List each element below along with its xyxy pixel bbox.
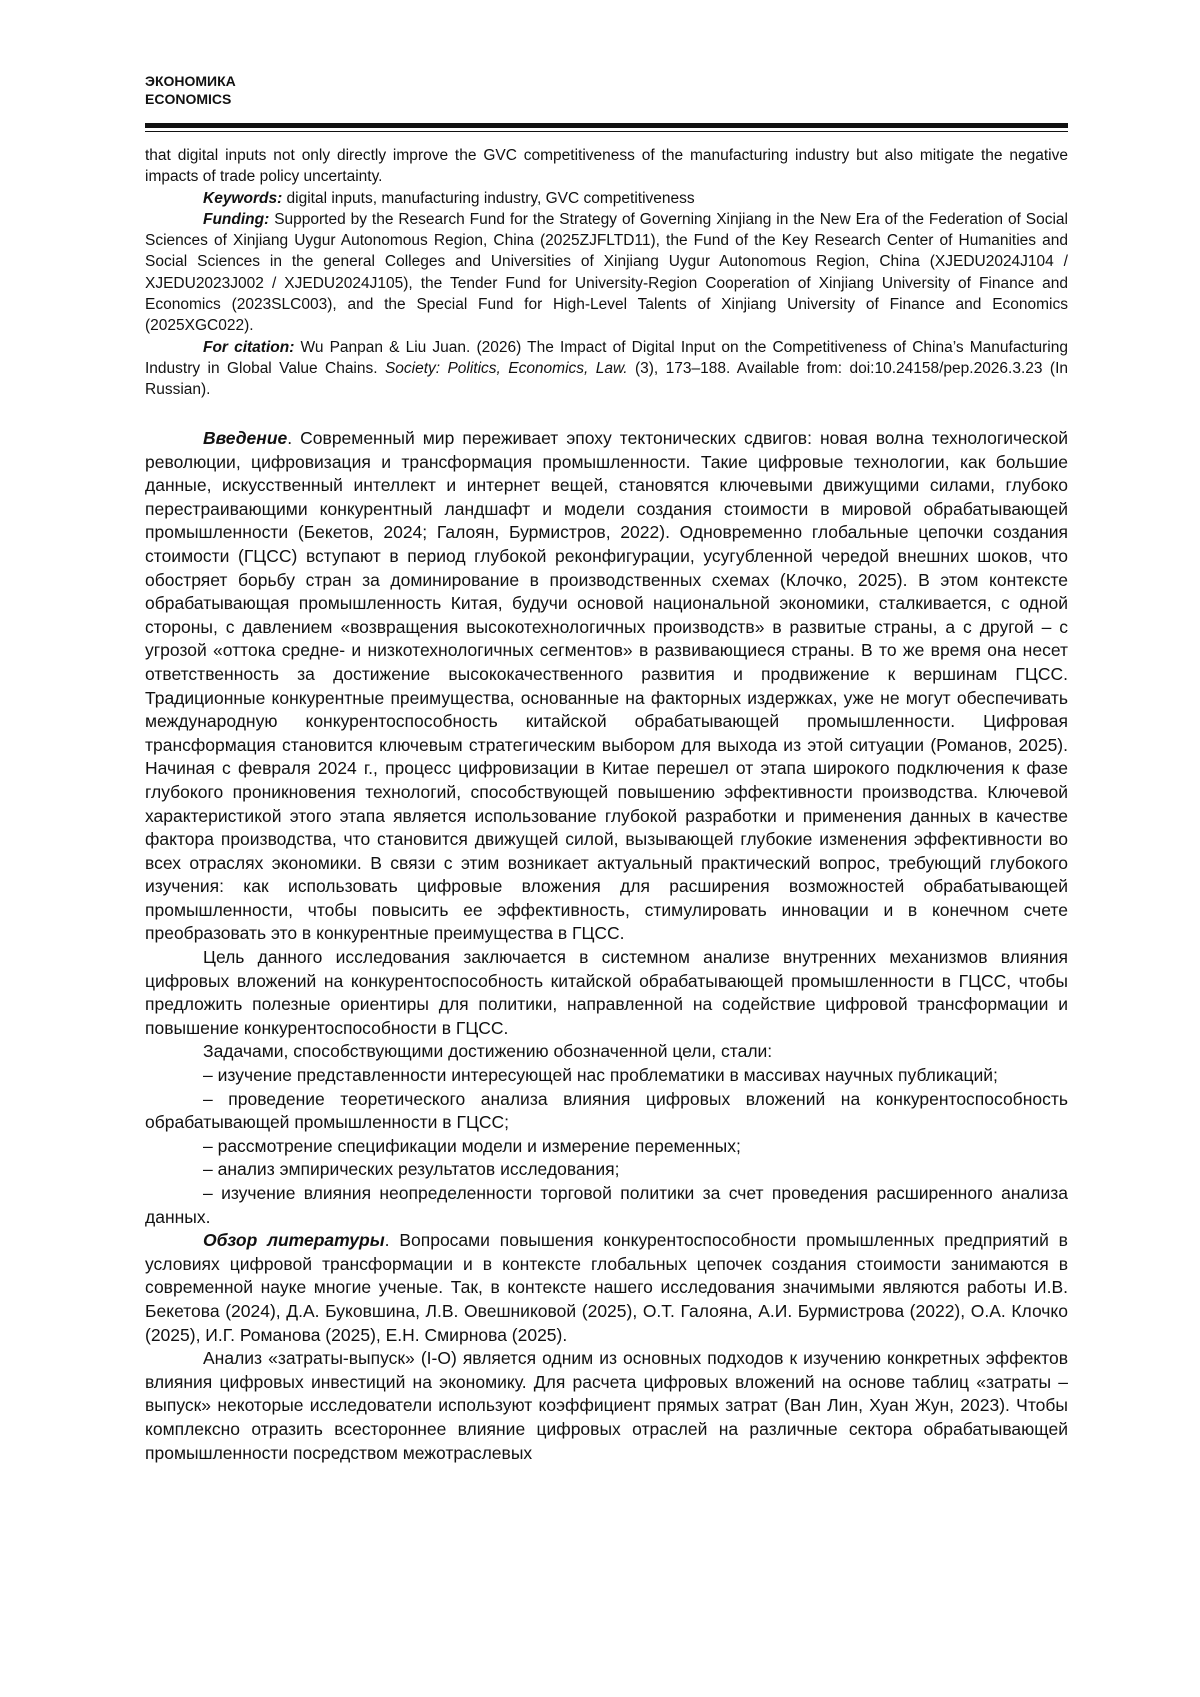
citation-text: Wu Panpan & Liu Juan. (2026) The Impact of Digital Input on the Competitiveness of China’s Manufacturing Industry in Global Value Chains. [145, 338, 1068, 377]
funding-text: Supported by the Research Fund for the Strategy of Governing Xinjiang in the New Era of the Federation of Social Sciences of Xinjiang Uygur Autonomous Region, China (2025ZJFLTD11), the Fund of the Key Research Center of Humanities and Social Sciences in the general Colleges and Universities of Xinjiang Uygur Autonomous Region, China (XJEDU2024J104 / XJEDU2023J002 / XJEDU2024J105), the Tender Fund for University-Region Cooperation of Xinjiang University of Finance and Economics (2023SLC003), and the Special Fund for High-Level Talents of Xinjiang University of Finance and Economics (2025XGC022). [145, 210, 1068, 335]
goal-paragraph: Цель данного исследования заключается в системном анализе внутренних механизмов влияния цифровых вложений на конкурентоспособность китайской обрабатывающей промышленности в ГЦСС, чтобы предложить полезные ориентиры для политики, направленной на содействие цифровой трансформации и повышение конкурентоспособности в ГЦСС. [145, 947, 1068, 1038]
header-rule-thin [145, 131, 1068, 132]
article-body [145, 427, 1068, 1465]
header-section-en: ECONOMICS [145, 91, 232, 107]
keywords-text: digital inputs, manufacturing industry, GVC competitiveness [282, 189, 695, 207]
header-rule-thick [145, 123, 1068, 128]
review-text: . Вопросами повышения конкурентоспособности промышленных предприятий в условиях цифровой трансформации и в контексте глобальных цепочек создания стоимости занимаются в современной науке многие ученые. Так, в контексте нашего исследования значимыми являются работы И.В. Бекетова (2024), Д.А. Буковшина, Л.В. Овешниковой (2025), О.Т. Галояна, А.И. Бурмистрова (2022), О.А. Клочко (2025), И.Г. Романова (2025), Е.Н. Смирнова (2025). [145, 1230, 1068, 1345]
task-item: – анализ эмпирических результатов исследования; [203, 1159, 620, 1180]
funding-label: Funding: [203, 210, 270, 228]
intro-heading: Введение [203, 428, 288, 448]
running-header [145, 72, 236, 108]
citation-label: For citation: [203, 338, 295, 356]
abstract-block [145, 145, 1068, 401]
funding-paragraph [145, 209, 1068, 337]
task-item: – изучение представленности интересующей нас проблематики в массивах научных публикаций; [203, 1065, 998, 1086]
review-paragraph [145, 1229, 1068, 1347]
abstract-tail: that digital inputs not only directly improve the GVC competitiveness of the manufacturing industry but also mitigate the negative impacts of trade policy uncertainty. [145, 147, 1068, 186]
task-item: – рассмотрение спецификации модели и измерение переменных; [203, 1135, 741, 1156]
intro-text: . Современный мир переживает эпоху тектонических сдвигов: новая волна технологической революции, цифровизация и трансформация промышленности. Такие цифровые технологии, как большие данные, искусственный интеллект и интернет вещей, становятся ключевыми движущими силами, глубоко перестраивающими конкурентный ландшафт и модели создания стоимости в мировой обрабатывающей промышленности (Бекетов, 2024; Галоян, Бурмистров, 2022). Одновременно глобальные цепочки создания стоимости (ГЦСС) вступают в период глубокой реконфигурации, усугубленной чередой внешних шоков, что обостряет борьбу стран за доминирование в производственных схемах (Клочко, 2025). В этом контексте обрабатывающая промышленность Китая, будучи основой национальной экономики, сталкивается, с одной стороны, с давлением «возвращения высокотехнологичных производств» в развитые страны, а с другой – с угрозой «оттока средне- и низкотехнологичных сегментов» в развивающиеся страны. В то же время она несет ответственность за достижение высококачественного развития и продвижение к вершинам ГЦСС. Традиционные конкурентные преимущества, основанные на факторных издержках, уже не могут обеспечивать международную конкурентоспособность китайской обрабатывающей промышленности. Цифровая трансформация становится ключевым стратегическим выбором для выхода из этой ситуации (Романов, 2025). Начиная с февраля 2024 г., процесс цифровизации в Китае перешел от этапа широкого подключения к фазе глубокого проникновения технологий, способствующей повышению эффективности производства. Ключевой характеристикой этого этапа является использование глубокой разработки и применения данных в качестве фактора производства, что становится движущей силой, вызывающей глубокие изменения эффективности во всех отраслях экономики. В связи с этим возникает актуальный практический вопрос, требующий глубокого изучения: как использовать цифровые вложения для расширения возможностей обрабатывающей промышленности, чтобы повысить ее эффективность, стимулировать инновации и в конечном счете преобразовать это в конкурентные преимущества в ГЦСС. [145, 428, 1068, 944]
intro-paragraph [145, 427, 1068, 946]
review-heading: Обзор литературы [203, 1230, 385, 1251]
keywords-label: Keywords: [203, 189, 283, 207]
io-paragraph: Анализ «затраты-выпуск» (I-O) является одним из основных подходов к изучению конкретных эффектов влияния цифровых инвестиций на экономику. Для расчета цифровых вложений на основе таблиц «затраты – выпуск» некоторые исследователи используют коэффициент прямых затрат (Ван Лин, Хуан Жун, 2023). Чтобы комплексно отразить всестороннее влияние цифровых отраслей на различные сектора обрабатывающей промышленности посредством межотраслевых [145, 1348, 1068, 1463]
tasks-intro: Задачами, способствующими достижению обозначенной цели, стали: [203, 1041, 773, 1062]
keywords-paragraph [145, 188, 1068, 209]
task-item: – проведение теоретического анализа влияния цифровых вложений на конкурентоспособность обрабатывающей промышленности в ГЦСС; [145, 1088, 1068, 1133]
header-section-ru: ЭКОНОМИКА [145, 73, 236, 89]
task-item: – изучение влияния неопределенности торговой политики за счет проведения расширенного анализа данных. [145, 1183, 1068, 1227]
citation-rest: (3), 173–188. Available from: doi:10.24158/pep.2026.3.23 (In Russian). [145, 359, 1068, 399]
citation-journal: Society: Politics, Economics, Law. [384, 359, 628, 377]
citation-paragraph [145, 337, 1068, 401]
